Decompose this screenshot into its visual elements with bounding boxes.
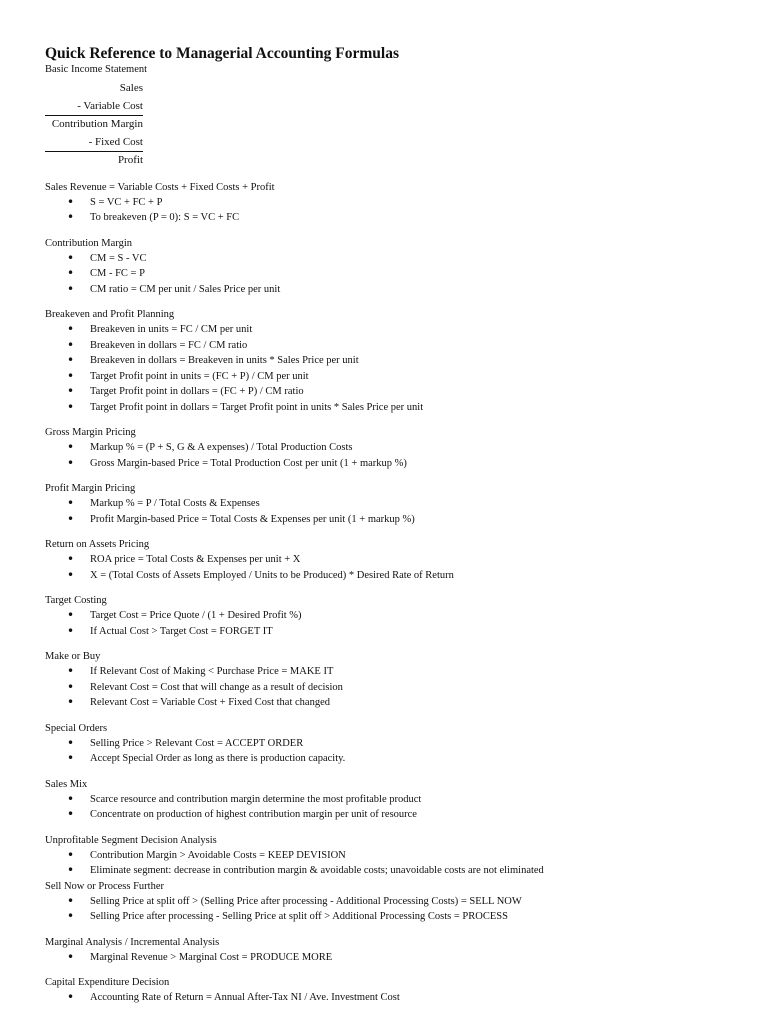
section-heading: Return on Assets Pricing	[45, 539, 150, 550]
list-item: • Target Profit point in dollars = (FC + P) / CM ratio	[45, 384, 745, 400]
list-item: • Markup % = (P + S, G & A expenses) / Total Production Costs	[45, 440, 745, 456]
section	[45, 879, 745, 925]
list-item: • Relevant Cost = Cost that will change as a result of decision	[45, 680, 745, 696]
list-item: • Selling Price after processing - Selling Price at split off > Additional Processing Costs = PROCESS	[45, 909, 745, 925]
section	[45, 777, 745, 823]
section	[45, 180, 745, 226]
page-title: Quick Reference to Managerial Accounting Formulas	[45, 45, 400, 62]
bullet-list	[45, 552, 745, 583]
income-statement-caption: Basic Income Statement	[45, 64, 148, 75]
formula-sections	[45, 180, 745, 1006]
section	[45, 833, 745, 879]
list-item: • S = VC + FC + P	[45, 195, 745, 211]
list-item: • If Actual Cost > Target Cost = FORGET IT	[45, 624, 745, 640]
bullet-list	[45, 894, 745, 925]
bullet-list	[45, 195, 745, 226]
list-item: • Eliminate segment: decrease in contribution margin & avoidable costs; unavoidable costs are not eliminated	[45, 863, 745, 879]
section	[45, 425, 745, 471]
section	[45, 307, 745, 415]
list-item: • Breakeven in units = FC / CM per unit	[45, 322, 745, 338]
section	[45, 649, 745, 711]
bullet-list	[45, 440, 745, 471]
section-heading: Breakeven and Profit Planning	[45, 309, 175, 320]
section	[45, 721, 745, 767]
section-heading: Make or Buy	[45, 651, 101, 662]
section	[45, 236, 745, 298]
section-heading: Special Orders	[45, 722, 108, 734]
list-item: • Selling Price at split off > (Selling Price after processing - Additional Processing Costs) = SELL NOW	[45, 894, 745, 910]
bullet-list	[45, 736, 745, 767]
list-item: • Marginal Revenue > Marginal Cost = PRODUCE MORE	[45, 950, 745, 966]
section-heading: Sell Now or Process Further	[45, 880, 164, 892]
list-item: • Scarce resource and contribution margin determine the most profitable product	[45, 792, 745, 808]
bullet-list	[45, 848, 745, 879]
list-item: • Selling Price > Relevant Cost = ACCEPT ORDER	[45, 736, 745, 752]
section	[45, 537, 745, 583]
list-item: • Target Profit point in dollars = Target Profit point in units * Sales Price per unit	[45, 400, 745, 416]
list-item: • Breakeven in dollars = Breakeven in units * Sales Price per unit	[45, 353, 745, 369]
list-item: • Contribution Margin > Avoidable Costs = KEEP DEVISION	[45, 848, 745, 864]
list-item: • Markup % = P / Total Costs & Expenses	[45, 496, 745, 512]
income-line-fixed-cost: - Fixed Cost	[45, 134, 143, 153]
list-item: • CM - FC = P	[45, 266, 745, 282]
list-item: • Target Profit point in units = (FC + P) / CM per unit	[45, 369, 745, 385]
list-item: • Gross Margin-based Price = Total Production Cost per unit (1 + markup %)	[45, 456, 745, 472]
section-heading: Sales Revenue = Variable Costs + Fixed Costs + Profit	[45, 181, 275, 193]
list-item: • ROA price = Total Costs & Expenses per unit + X	[45, 552, 745, 568]
list-item: • Concentrate on production of highest contribution margin per unit of resource	[45, 807, 745, 823]
list-item: • CM = S - VC	[45, 251, 745, 267]
income-line-profit: Profit	[117, 154, 143, 166]
bullet-list	[45, 608, 745, 639]
section-heading: Contribution Margin	[45, 237, 133, 249]
bullet-list	[45, 496, 745, 527]
list-item: • If Relevant Cost of Making < Purchase Price = MAKE IT	[45, 664, 745, 680]
section-heading: Marginal Analysis / Incremental Analysis	[45, 936, 220, 948]
list-item: • X = (Total Costs of Assets Employed / Units to be Produced) * Desired Rate of Return	[45, 568, 745, 584]
bullet-list	[45, 251, 745, 298]
list-item: • CM ratio = CM per unit / Sales Price per unit	[45, 282, 745, 298]
list-item: • Accounting Rate of Return = Annual After-Tax NI / Ave. Investment Cost	[45, 990, 745, 1006]
income-line-sales: Sales	[119, 82, 143, 94]
section	[45, 935, 745, 966]
list-item: • Target Cost = Price Quote / (1 + Desired Profit %)	[45, 608, 745, 624]
section	[45, 975, 745, 1006]
list-item: • Accept Special Order as long as there is production capacity.	[45, 751, 745, 767]
section-heading: Target Costing	[45, 595, 107, 606]
bullet-list	[45, 950, 745, 966]
bullet-list	[45, 664, 745, 711]
section-heading: Capital Expenditure Decision	[45, 977, 170, 988]
bullet-list	[45, 792, 745, 823]
bullet-list	[45, 322, 745, 415]
list-item: • Relevant Cost = Variable Cost + Fixed Cost that changed	[45, 695, 745, 711]
income-line-variable-cost: - Variable Cost	[45, 98, 143, 117]
list-item: • Profit Margin-based Price = Total Costs & Expenses per unit (1 + markup %)	[45, 512, 745, 528]
document-page	[45, 44, 745, 1006]
list-item: • Breakeven in dollars = FC / CM ratio	[45, 338, 745, 354]
section-heading: Unprofitable Segment Decision Analysis	[45, 834, 217, 846]
bullet-list	[45, 990, 745, 1006]
list-item: • To breakeven (P = 0): S = VC + FC	[45, 210, 745, 226]
section-heading: Gross Margin Pricing	[45, 427, 136, 438]
section	[45, 593, 745, 639]
section	[45, 481, 745, 527]
income-line-contribution-margin: Contribution Margin	[51, 118, 143, 130]
section-heading: Sales Mix	[45, 778, 88, 790]
section-heading: Profit Margin Pricing	[45, 483, 136, 494]
income-statement	[45, 80, 143, 170]
